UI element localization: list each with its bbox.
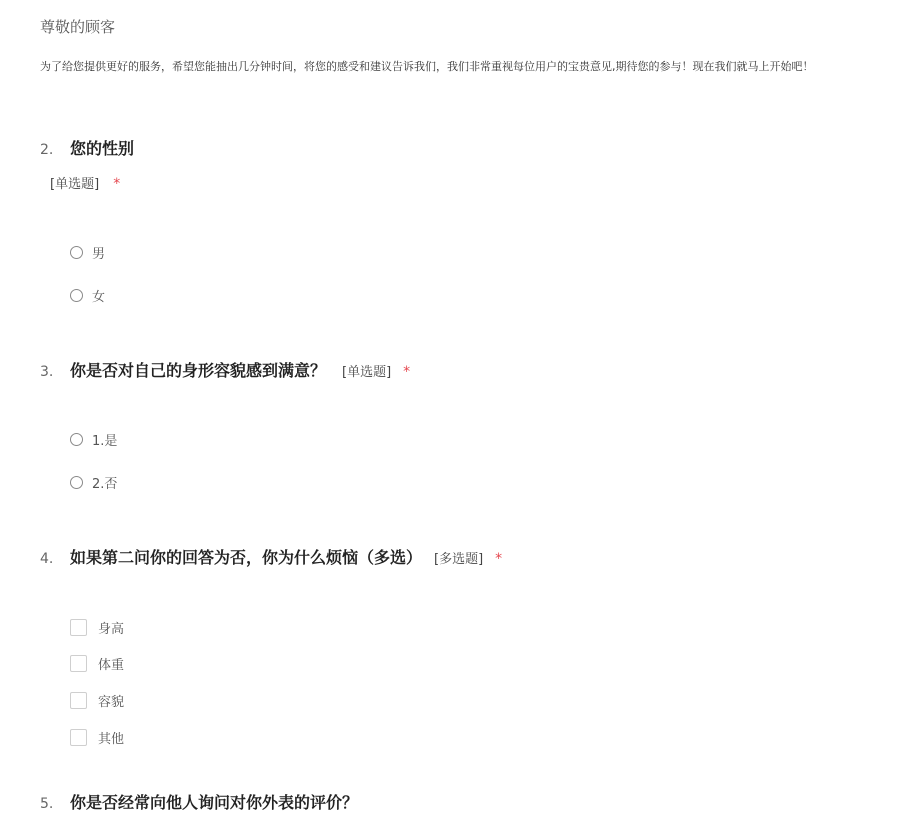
question-number: 4. [40, 551, 54, 567]
question-title: 如果第二问你的回答为否，你为什么烦恼（多选） [70, 548, 423, 567]
checkbox-option-looks[interactable] [70, 691, 124, 710]
checkbox-icon[interactable] [70, 729, 87, 746]
option-label: 女 [92, 290, 106, 305]
intro-text: 为了给您提供更好的服务，希望您能抽出几分钟时间，将您的感受和建议告诉我们，我们非常重视每位用户的宝贵意见,期待您的参与！现在我们就马上开始吧！ [40, 60, 814, 73]
required-asterisk: * [113, 176, 121, 192]
checkbox-icon[interactable] [70, 692, 87, 709]
question-title: 您的性别 [70, 139, 135, 158]
option-label: 男 [92, 247, 106, 262]
question-2-type [50, 173, 120, 192]
checkbox-option-other[interactable] [70, 728, 124, 747]
radio-option-female[interactable] [70, 286, 105, 305]
question-number: 2. [40, 142, 54, 158]
question-type-label: [多选题] [434, 552, 484, 567]
option-label: 其他 [98, 732, 125, 747]
question-number: 3. [40, 364, 54, 380]
question-5-header [40, 790, 358, 813]
question-2-header [40, 136, 134, 159]
option-label: 体重 [98, 658, 125, 673]
checkbox-icon[interactable] [70, 655, 87, 672]
question-title: 你是否对自己的身形容貌感到满意？ [70, 361, 327, 380]
checkbox-option-weight[interactable] [70, 654, 124, 673]
option-label: 2.否 [92, 477, 118, 492]
question-type-label: [单选题] [342, 365, 392, 380]
option-label: 1.是 [92, 434, 118, 449]
checkbox-icon[interactable] [70, 619, 87, 636]
radio-option-yes[interactable] [70, 430, 117, 449]
radio-button-icon[interactable] [70, 476, 83, 489]
radio-button-icon[interactable] [70, 433, 83, 446]
checkbox-option-height[interactable] [70, 618, 124, 637]
radio-button-icon[interactable] [70, 289, 83, 302]
option-label: 容貌 [98, 695, 125, 710]
question-title: 你是否经常向他人询问对你外表的评价？ [70, 793, 359, 812]
radio-option-male[interactable] [70, 243, 105, 262]
question-type-label: [单选题] [50, 177, 100, 192]
question-4-header [40, 545, 502, 568]
option-label: 身高 [98, 622, 125, 637]
question-3-header [40, 358, 410, 381]
question-number: 5. [40, 796, 54, 812]
required-asterisk: * [403, 364, 411, 380]
greeting-text: 尊敬的顾客 [40, 18, 116, 36]
radio-option-no[interactable] [70, 473, 117, 492]
required-asterisk: * [495, 551, 503, 567]
radio-button-icon[interactable] [70, 246, 83, 259]
